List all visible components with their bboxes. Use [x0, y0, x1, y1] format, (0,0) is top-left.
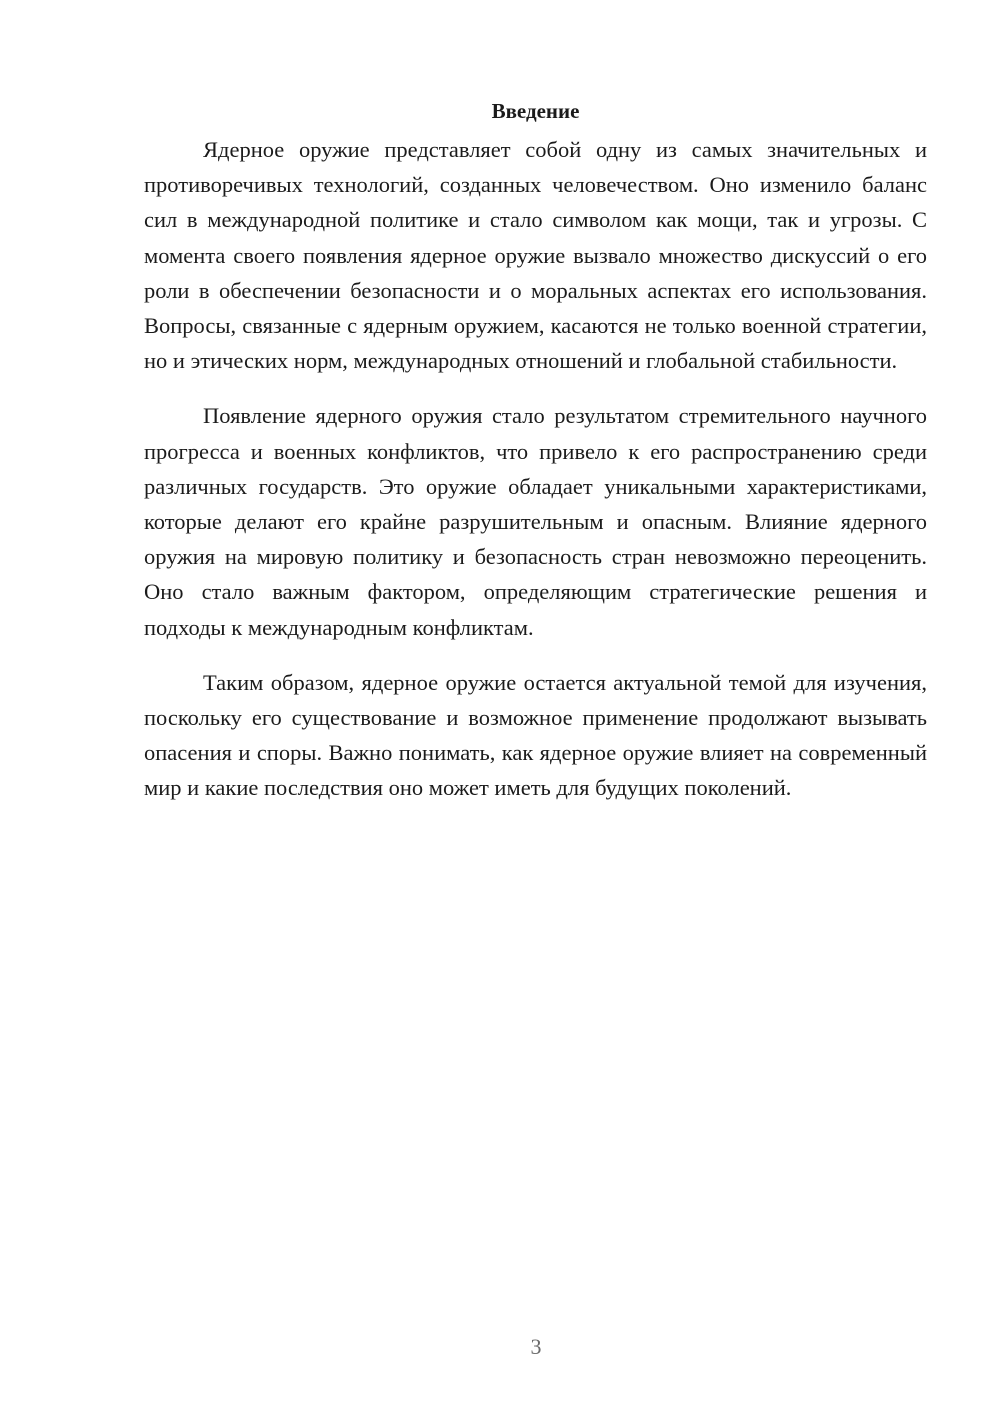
- paragraph-1: Ядерное оружие представляет собой одну из самых значительных и противоречивых технологий, созданных человечеством. Оно изменило баланс сил в международной политике и стало символом как мощи, так и угрозы. С момента своего появления ядерное оружие вызвало множество дискуссий о его роли в обеспечении безопасности и о моральных аспектах его использования. Вопросы, связанные с ядерным оружием, касаются не только военной стратегии, но и этических норм, международных отношений и глобальной стабильности.: [144, 137, 927, 374]
- section-heading: Введение: [491, 99, 580, 123]
- page-content: [144, 96, 927, 826]
- paragraph-3: Таким образом, ядерное оружие остается актуальной темой для изучения, поскольку его существование и возможное применение продолжают вызывать опасения и споры. Важно понимать, как ядерное оружие влияет на современный мир и какие последствия оно может иметь для будущих поколений.: [144, 669, 927, 801]
- paragraph-2: Появление ядерного оружия стало результатом стремительного научного прогресса и военных конфликтов, что привело к его распространению среди различных государств. Это оружие обладает уникальными характеристиками, которые делают его крайне разрушительным и опасным. Влияние ядерного оружия на мировую политику и безопасность стран невозможно переоценить. Оно стало важным фактором, определяющим стратегические решения и подходы к международным конфликтам.: [144, 403, 927, 640]
- page-number: 3: [530, 1334, 542, 1359]
